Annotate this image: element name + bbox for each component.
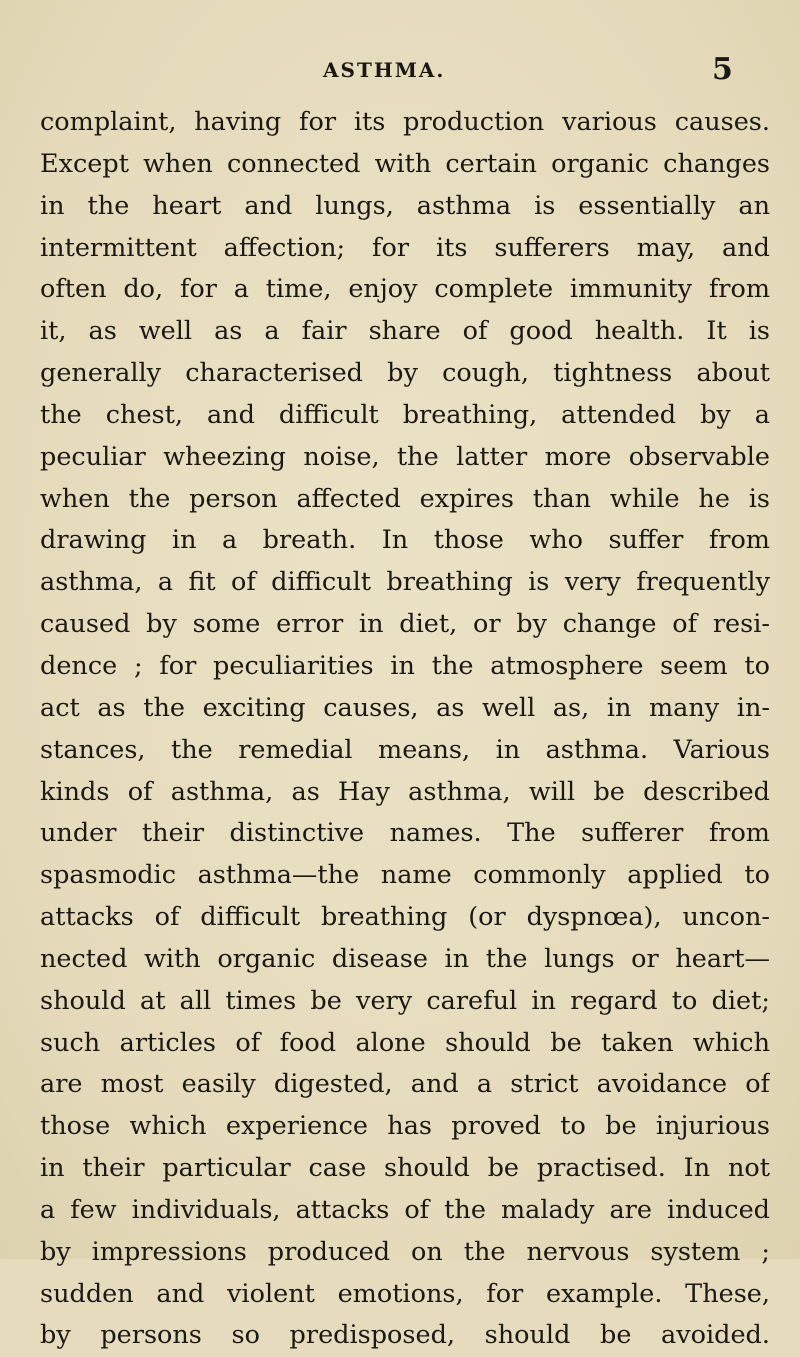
text-line: such articles of food alone should be taken which [40, 1027, 770, 1058]
text-line: in their particular case should be practised. In not [40, 1153, 770, 1184]
text-line: complaint, having for its production various causes. [40, 107, 770, 137]
text-line: often do, for a time, enjoy complete immunity from [40, 274, 770, 305]
text-line: stances, the remedial means, in asthma. Various [40, 734, 770, 765]
text-line: spasmodic asthma—the name commonly applied to [40, 860, 770, 891]
text-line: it, as well as a fair share of good health. It is [40, 316, 770, 347]
text-line: in the heart and lungs, asthma is essentially an [40, 190, 770, 221]
text-line: caused by some error in diet, or by change of resi- [40, 609, 770, 640]
text-line: asthma, a fit of difficult breathing is very frequently [40, 567, 770, 598]
text-line: act as the exciting causes, as well as, in many in- [40, 692, 770, 723]
text-line: the chest, and difficult breathing, attended by a [40, 399, 770, 430]
text-line: those which experience has proved to be injurious [40, 1111, 770, 1142]
text-line: under their distinctive names. The sufferer from [40, 818, 770, 849]
text-line: peculiar wheezing noise, the latter more observable [40, 441, 770, 472]
text-line: intermittent affection; for its sufferers may, and [40, 232, 770, 263]
text-line: by impressions produced on the nervous system ; [40, 1236, 770, 1267]
text-line: are most easily digested, and a strict avoidance of [40, 1069, 770, 1100]
text-line: dence ; for peculiarities in the atmosphere seem to [40, 650, 770, 681]
text-line: drawing in a breath. In those who suffer from [40, 525, 770, 556]
text-line: nected with organic disease in the lungs or heart— [40, 943, 770, 974]
text-line: Except when connected with certain organic changes [40, 148, 770, 179]
page-number: 5 [712, 52, 733, 87]
running-head-title: ASTHMA. [323, 58, 446, 82]
text-line: by persons so predisposed, should be avoided. [40, 1320, 770, 1351]
text-line: sudden and violent emotions, for example. These, [40, 1278, 770, 1309]
text-line: attacks of difficult breathing (or dyspnœa), uncon- [40, 902, 770, 933]
text-line: when the person affected expires than while he is [40, 483, 770, 514]
text-line: a few individuals, attacks of the malady are induced [40, 1194, 770, 1225]
text-line: should at all times be very careful in regard to diet; [40, 985, 770, 1016]
text-line: kinds of asthma, as Hay asthma, will be described [40, 776, 770, 807]
running-head [0, 52, 800, 92]
body-paragraph [40, 102, 770, 1357]
text-line: generally characterised by cough, tightness about [40, 358, 770, 389]
